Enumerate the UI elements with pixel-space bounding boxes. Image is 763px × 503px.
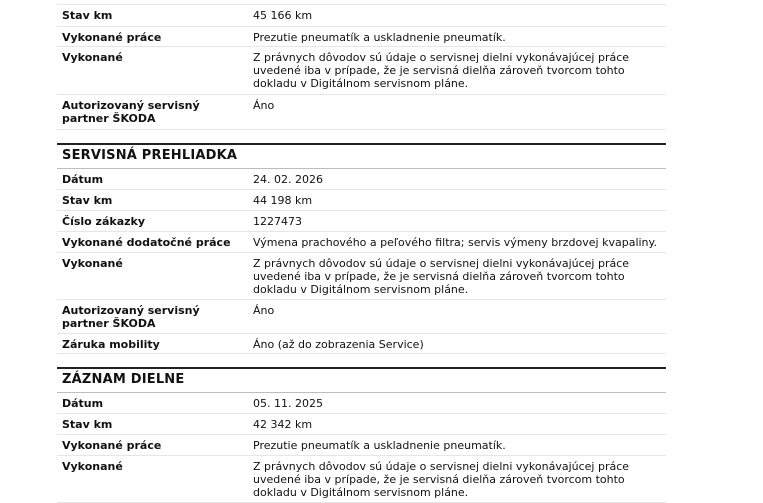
row-label: Stav km: [62, 418, 113, 431]
row-label: Vykonané: [62, 51, 123, 64]
row-label: Vykonané práce: [62, 439, 162, 452]
row-value: 45 166 km: [253, 9, 313, 22]
row-label: Dátum: [62, 173, 104, 186]
record-row: [57, 393, 666, 414]
record-row: [57, 232, 666, 253]
section-title: ZÁZNAM DIELNE: [62, 372, 185, 387]
row-value: Prezutie pneumatík a uskladnenie pneumatík.: [253, 31, 506, 44]
row-value: 44 198 km: [253, 194, 313, 207]
row-label: Dátum: [62, 397, 104, 410]
record-row: [57, 253, 666, 300]
section-header: [57, 130, 666, 168]
row-value: 42 342 km: [253, 418, 313, 431]
row-value: Z právnych dôvodov sú údaje o servisnej dielni vykonávajúcej práce uvedené iba v prípade, že je servisná dielňa zároveň tvorcom tohto dokladu v Digitálnom servisnom pláne.: [253, 460, 630, 499]
row-value: Z právnych dôvodov sú údaje o servisnej dielni vykonávajúcej práce uvedené iba v prípade, že je servisná dielňa zároveň tvorcom tohto dokladu v Digitálnom servisnom pláne.: [253, 51, 630, 90]
row-label: Vykonané: [62, 257, 123, 270]
row-label: Autorizovaný servisný partner ŠKODA: [62, 99, 200, 125]
record-row: [57, 414, 666, 435]
row-label: Záruka mobility: [62, 338, 160, 351]
row-label: Vykonané dodatočné práce: [62, 236, 231, 249]
row-value: Výmena prachového a peľového filtra; servis výmeny brzdovej kvapaliny.: [253, 236, 657, 249]
row-value: 05. 11. 2025: [253, 397, 323, 410]
row-value: 1227473: [253, 215, 302, 228]
record-row: [57, 95, 666, 130]
row-label: Vykonané práce: [62, 31, 162, 44]
row-label: Stav km: [62, 194, 113, 207]
record-row: [57, 456, 666, 503]
record-row: [57, 190, 666, 211]
row-value: Áno: [253, 304, 275, 317]
record-row: [57, 5, 666, 27]
record-row: [57, 435, 666, 456]
row-label: Vykonané: [62, 460, 123, 473]
record-row: [57, 300, 666, 334]
row-value: Prezutie pneumatík a uskladnenie pneumatík.: [253, 439, 506, 452]
record-row: [57, 211, 666, 232]
record-row: [57, 334, 666, 354]
record-row: [57, 169, 666, 190]
row-value: Áno: [253, 99, 275, 112]
service-record-document: [57, 0, 666, 503]
section-header: [57, 354, 666, 392]
row-label: Stav km: [62, 9, 113, 22]
section-title: SERVISNÁ PREHLIADKA: [62, 148, 238, 163]
row-value: Z právnych dôvodov sú údaje o servisnej dielni vykonávajúcej práce uvedené iba v prípade, že je servisná dielňa zároveň tvorcom tohto dokladu v Digitálnom servisnom pláne.: [253, 257, 630, 296]
row-label: Autorizovaný servisný partner ŠKODA: [62, 304, 200, 330]
row-label: Číslo zákazky: [62, 215, 145, 228]
row-value: Áno (až do zobrazenia Service): [253, 338, 424, 351]
record-row: [57, 47, 666, 95]
record-row: [57, 27, 666, 47]
row-value: 24. 02. 2026: [253, 173, 323, 186]
